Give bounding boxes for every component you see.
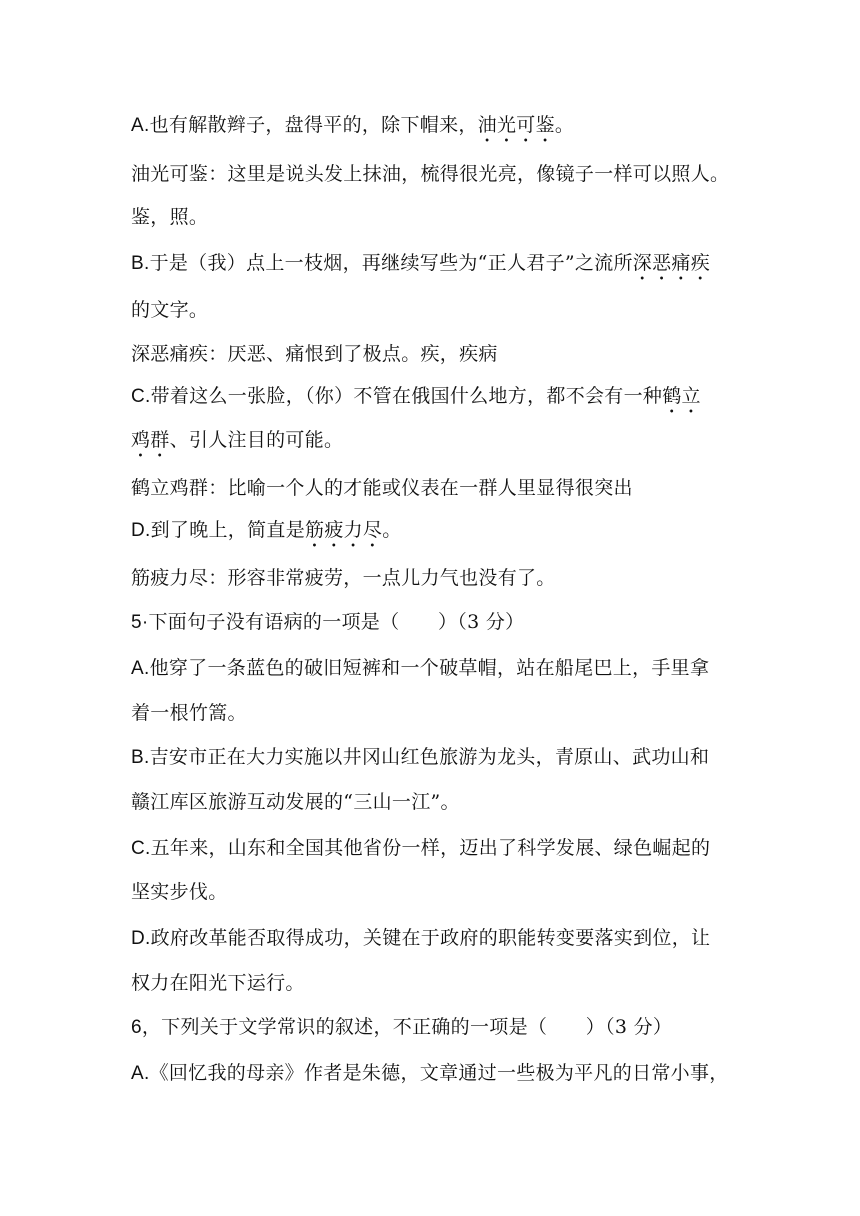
option-c-sentence (131, 383, 741, 418)
idiom-explanation: 鹤立鸡群：比喻一个人的才能或仪表在一群人里显得很突出 (131, 477, 633, 499)
q6-option-a (131, 1060, 741, 1087)
question-text: 下列关于文学常识的叙述，不正确的一项是（ ）（3 分） (161, 1016, 673, 1038)
sentence-text: 到了晚上，简直是 (150, 519, 306, 541)
option-label: B. (131, 253, 150, 274)
emphasized-idiom: 鸡群 (131, 429, 170, 451)
option-text: 《回忆我的母亲》作者是朱德，文章通过一些极为平凡的日常小事， (149, 1062, 729, 1084)
emphasized-idiom: 筋疲力尽 (305, 519, 383, 541)
sentence-text: 带着这么一张脸，（你）不管在俄国什么地方，都不会有一种 (150, 385, 663, 407)
sentence-text: 也有解散辫子，盘得平的，除下帽来， (149, 114, 478, 136)
option-text: 政府改革能否取得成功，关键在于政府的职能转变要落实到位，让 (150, 927, 711, 949)
option-label: D. (131, 928, 151, 949)
option-label: B. (131, 747, 150, 768)
option-d-sentence (131, 517, 741, 552)
q5-option-a-cont: 着一根竹篙。 (131, 702, 247, 724)
option-label: C. (131, 386, 151, 407)
option-label: C. (131, 838, 151, 859)
idiom-explanation: 油光可鉴：这里是说头发上抹油，梳得很光亮，像镜子一样可以照人。 (131, 163, 730, 185)
option-b-sentence-cont: 的文字。 (131, 299, 209, 321)
question-6-stem (131, 1014, 741, 1041)
option-c-sentence-cont (131, 427, 741, 462)
option-b-sentence (131, 250, 741, 285)
question-number: 6， (131, 1017, 162, 1038)
emphasized-idiom: 鹤立 (662, 385, 701, 407)
option-label: A. (131, 115, 150, 136)
emphasized-idiom: 深恶痛疾 (632, 252, 710, 274)
q5-option-b (131, 744, 741, 771)
question-number: 5· (131, 612, 149, 633)
sentence-text-end: 。 (554, 114, 575, 136)
question-5-stem (131, 609, 741, 636)
q5-option-d (131, 925, 741, 952)
emphasized-idiom: 油光可鉴 (477, 114, 555, 136)
sentence-text: 于是（我）点上一枝烟，再继续写些为“正人君子”之流所 (149, 252, 633, 274)
option-label: A. (131, 658, 150, 679)
q5-option-b-cont: 赣江库区旅游互动发展的“三山一江”。 (131, 791, 460, 813)
q5-option-a (131, 655, 741, 682)
option-label: D. (131, 520, 151, 541)
option-text: 五年来，山东和全国其他省份一样，迈出了科学发展、绿色崛起的 (150, 837, 711, 859)
idiom-explanation-cont: 鉴，照。 (131, 206, 209, 228)
idiom-explanation: 深恶痛疾：厌恶、痛恨到了极点。疾，疾病 (131, 343, 498, 365)
option-label: A. (131, 1063, 150, 1084)
question-text: 下面句子没有语病的一项是（ ）（3 分） (148, 611, 525, 633)
idiom-explanation: 筋疲力尽：形容非常疲劳，一点儿力气也没有了。 (131, 567, 556, 589)
q5-option-c-cont: 坚实步伐。 (131, 881, 228, 903)
sentence-text-end: 。 (382, 519, 402, 541)
option-text: 他穿了一条蓝色的破旧短裤和一个破草帽，站在船尾巴上，手里拿 (149, 657, 710, 679)
option-text: 吉安市正在大力实施以井冈山红色旅游为龙头，青原山、武功山和 (149, 746, 710, 768)
q5-option-c (131, 835, 741, 862)
q5-option-d-cont: 权力在阳光下运行。 (131, 972, 305, 994)
sentence-text-end: 、引人注目的可能。 (169, 429, 344, 451)
option-a-sentence (131, 112, 741, 147)
